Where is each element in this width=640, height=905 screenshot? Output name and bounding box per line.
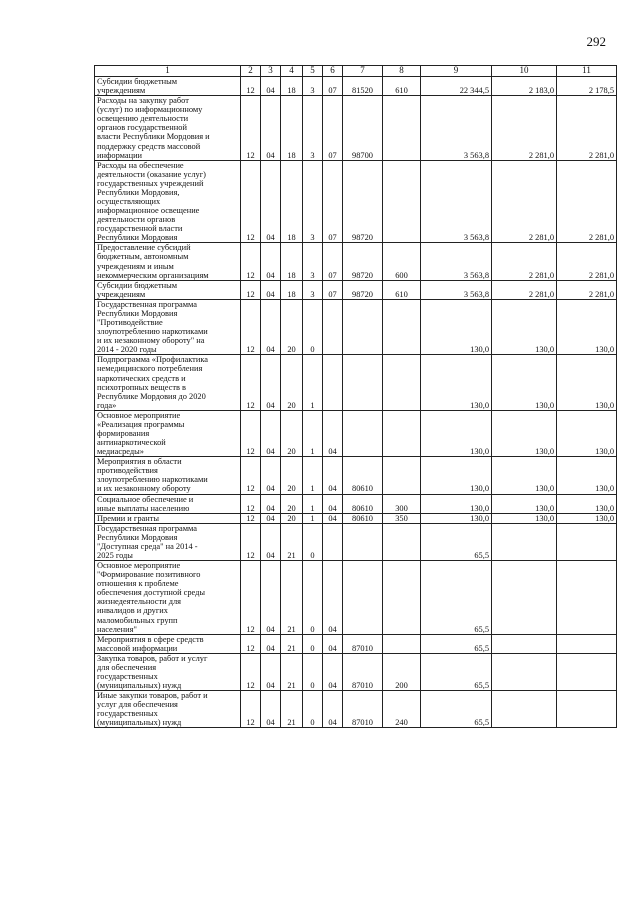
code-event: 04 xyxy=(323,653,343,690)
code-subsection: 04 xyxy=(261,523,281,560)
amount-year-2 xyxy=(492,561,557,635)
column-header: 9 xyxy=(421,66,492,77)
code-event xyxy=(323,355,343,410)
code-event: 04 xyxy=(323,457,343,494)
table-row xyxy=(95,160,617,243)
row-name: Мероприятия в области противодействия злоупотреблению наркотиками и их незаконному обороту xyxy=(95,457,241,494)
code-section: 12 xyxy=(241,160,261,243)
code-subsection: 04 xyxy=(261,280,281,299)
amount-year-2 xyxy=(492,691,557,728)
code-expense-type xyxy=(383,160,421,243)
code-section: 12 xyxy=(241,96,261,161)
code-expense-type xyxy=(383,299,421,354)
table-row xyxy=(95,523,617,560)
code-subprogram: 1 xyxy=(303,457,323,494)
code-program: 21 xyxy=(281,634,303,653)
table-row xyxy=(95,634,617,653)
column-header: 1 xyxy=(95,66,241,77)
amount-year-1: 130,0 xyxy=(421,513,492,523)
code-direction: 81520 xyxy=(343,77,383,96)
amount-year-1: 65,5 xyxy=(421,561,492,635)
code-event: 04 xyxy=(323,691,343,728)
code-subprogram: 3 xyxy=(303,280,323,299)
page-number: 292 xyxy=(586,34,606,49)
code-section: 12 xyxy=(241,523,261,560)
code-direction: 98720 xyxy=(343,243,383,280)
amount-year-3: 2 281,0 xyxy=(557,160,617,243)
code-expense-type: 610 xyxy=(383,280,421,299)
code-direction: 98700 xyxy=(343,96,383,161)
amount-year-3 xyxy=(557,561,617,635)
column-header: 10 xyxy=(492,66,557,77)
amount-year-3 xyxy=(557,634,617,653)
code-expense-type: 300 xyxy=(383,494,421,513)
code-direction: 80610 xyxy=(343,494,383,513)
column-header: 6 xyxy=(323,66,343,77)
amount-year-3: 130,0 xyxy=(557,513,617,523)
code-direction: 87010 xyxy=(343,634,383,653)
amount-year-2: 2 281,0 xyxy=(492,96,557,161)
budget-table xyxy=(94,65,617,728)
code-program: 20 xyxy=(281,513,303,523)
code-expense-type: 600 xyxy=(383,243,421,280)
code-section: 12 xyxy=(241,243,261,280)
code-subprogram: 3 xyxy=(303,160,323,243)
code-subsection: 04 xyxy=(261,691,281,728)
code-program: 20 xyxy=(281,494,303,513)
column-header: 5 xyxy=(303,66,323,77)
code-subsection: 04 xyxy=(261,410,281,456)
column-header: 7 xyxy=(343,66,383,77)
amount-year-1: 130,0 xyxy=(421,494,492,513)
code-program: 21 xyxy=(281,691,303,728)
table-row xyxy=(95,355,617,410)
code-section: 12 xyxy=(241,457,261,494)
code-expense-type xyxy=(383,410,421,456)
amount-year-1: 65,5 xyxy=(421,634,492,653)
code-expense-type: 200 xyxy=(383,653,421,690)
code-direction xyxy=(343,410,383,456)
code-section: 12 xyxy=(241,410,261,456)
row-name: Государственная программа Республики Мордовия "Противодействие злоупотреблению наркотиками и их незаконному обороту" на 2014 - 2020 годы xyxy=(95,299,241,354)
amount-year-1: 130,0 xyxy=(421,410,492,456)
code-section: 12 xyxy=(241,299,261,354)
amount-year-3: 130,0 xyxy=(557,410,617,456)
code-direction xyxy=(343,299,383,354)
code-program: 21 xyxy=(281,523,303,560)
code-subsection: 04 xyxy=(261,561,281,635)
code-event: 07 xyxy=(323,77,343,96)
code-section: 12 xyxy=(241,513,261,523)
code-direction: 80610 xyxy=(343,513,383,523)
row-name: Закупка товаров, работ и услуг для обеспечения государственных (муниципальных) нужд xyxy=(95,653,241,690)
row-name: Субсидии бюджетным учреждениям xyxy=(95,77,241,96)
code-subprogram: 1 xyxy=(303,513,323,523)
code-event: 07 xyxy=(323,96,343,161)
code-program: 18 xyxy=(281,160,303,243)
amount-year-1: 3 563,8 xyxy=(421,160,492,243)
amount-year-3: 130,0 xyxy=(557,494,617,513)
table-row xyxy=(95,653,617,690)
table-row xyxy=(95,96,617,161)
code-section: 12 xyxy=(241,280,261,299)
code-direction: 87010 xyxy=(343,653,383,690)
column-header: 8 xyxy=(383,66,421,77)
amount-year-2: 130,0 xyxy=(492,513,557,523)
row-name: Подпрограмма «Профилактика немедицинского потребления наркотических средств и психотропных веществ в Республике Мордовия до 2020 года» xyxy=(95,355,241,410)
amount-year-2 xyxy=(492,523,557,560)
amount-year-2 xyxy=(492,634,557,653)
row-name: Расходы на обеспечение деятельности (оказание услуг) государственных учреждений Республики Мордовия, осуществляющих информационное освещение деятельности органов государственной власти Республики Мордовия xyxy=(95,160,241,243)
code-subsection: 04 xyxy=(261,77,281,96)
amount-year-1: 22 344,5 xyxy=(421,77,492,96)
code-direction xyxy=(343,355,383,410)
column-header: 11 xyxy=(557,66,617,77)
code-subprogram: 1 xyxy=(303,355,323,410)
code-subprogram: 3 xyxy=(303,243,323,280)
code-direction xyxy=(343,523,383,560)
amount-year-3 xyxy=(557,653,617,690)
amount-year-2: 130,0 xyxy=(492,457,557,494)
code-subsection: 04 xyxy=(261,494,281,513)
code-subsection: 04 xyxy=(261,634,281,653)
column-header: 2 xyxy=(241,66,261,77)
code-subprogram: 3 xyxy=(303,96,323,161)
header-row xyxy=(95,66,617,77)
amount-year-2: 130,0 xyxy=(492,299,557,354)
amount-year-3: 130,0 xyxy=(557,457,617,494)
code-section: 12 xyxy=(241,494,261,513)
table-row xyxy=(95,77,617,96)
code-program: 20 xyxy=(281,355,303,410)
row-name: Премии и гранты xyxy=(95,513,241,523)
code-event: 04 xyxy=(323,634,343,653)
code-subsection: 04 xyxy=(261,513,281,523)
amount-year-1: 65,5 xyxy=(421,653,492,690)
code-event: 04 xyxy=(323,494,343,513)
column-header: 4 xyxy=(281,66,303,77)
amount-year-1: 3 563,8 xyxy=(421,280,492,299)
code-subsection: 04 xyxy=(261,653,281,690)
amount-year-1: 3 563,8 xyxy=(421,243,492,280)
table-row xyxy=(95,691,617,728)
code-expense-type xyxy=(383,457,421,494)
code-expense-type: 610 xyxy=(383,77,421,96)
table-body xyxy=(95,77,617,728)
code-expense-type xyxy=(383,523,421,560)
code-section: 12 xyxy=(241,355,261,410)
table-row xyxy=(95,410,617,456)
row-name: Основное мероприятие "Формирование позитивного отношения к проблеме обеспечения доступной среды жизнедеятельности для инвалидов и других маломобильных групп населения" xyxy=(95,561,241,635)
row-name: Социальное обеспечение и иные выплаты населению xyxy=(95,494,241,513)
code-program: 21 xyxy=(281,561,303,635)
code-subprogram: 0 xyxy=(303,561,323,635)
row-name: Иные закупки товаров, работ и услуг для обеспечения государственных (муниципальных) нужд xyxy=(95,691,241,728)
code-subprogram: 1 xyxy=(303,494,323,513)
amount-year-1: 3 563,8 xyxy=(421,96,492,161)
row-name: Мероприятия в сфере средств массовой информации xyxy=(95,634,241,653)
code-section: 12 xyxy=(241,634,261,653)
amount-year-1: 65,5 xyxy=(421,691,492,728)
code-program: 18 xyxy=(281,96,303,161)
code-event: 04 xyxy=(323,513,343,523)
code-event xyxy=(323,523,343,560)
code-section: 12 xyxy=(241,653,261,690)
row-name: Предоставление субсидий бюджетным, автономным учреждениям и иным некоммерческим организациям xyxy=(95,243,241,280)
code-direction: 98720 xyxy=(343,280,383,299)
row-name: Основное мероприятие «Реализация программы формирования антинаркотической медиасреды» xyxy=(95,410,241,456)
amount-year-3: 2 281,0 xyxy=(557,96,617,161)
amount-year-2: 130,0 xyxy=(492,494,557,513)
code-program: 18 xyxy=(281,280,303,299)
code-subprogram: 3 xyxy=(303,77,323,96)
code-event: 04 xyxy=(323,410,343,456)
table-row xyxy=(95,280,617,299)
code-program: 20 xyxy=(281,299,303,354)
table-row xyxy=(95,561,617,635)
code-event: 04 xyxy=(323,561,343,635)
code-direction: 87010 xyxy=(343,691,383,728)
amount-year-3: 2 281,0 xyxy=(557,243,617,280)
code-section: 12 xyxy=(241,77,261,96)
amount-year-1: 130,0 xyxy=(421,299,492,354)
amount-year-2: 130,0 xyxy=(492,355,557,410)
table-row xyxy=(95,513,617,523)
table-row xyxy=(95,457,617,494)
row-name: Субсидии бюджетным учреждениям xyxy=(95,280,241,299)
code-subprogram: 1 xyxy=(303,410,323,456)
code-program: 20 xyxy=(281,410,303,456)
code-subprogram: 0 xyxy=(303,634,323,653)
code-expense-type xyxy=(383,355,421,410)
amount-year-2: 2 281,0 xyxy=(492,243,557,280)
amount-year-2: 2 183,0 xyxy=(492,77,557,96)
amount-year-3: 2 281,0 xyxy=(557,280,617,299)
code-subprogram: 0 xyxy=(303,299,323,354)
row-name: Расходы на закупку работ (услуг) по информационному освещению деятельности органов государственной власти Республики Мордовия и поддержку средств массовой информации xyxy=(95,96,241,161)
code-subsection: 04 xyxy=(261,160,281,243)
code-subsection: 04 xyxy=(261,96,281,161)
code-program: 18 xyxy=(281,77,303,96)
code-expense-type xyxy=(383,561,421,635)
amount-year-3 xyxy=(557,523,617,560)
amount-year-1: 130,0 xyxy=(421,457,492,494)
amount-year-3 xyxy=(557,691,617,728)
amount-year-2: 2 281,0 xyxy=(492,280,557,299)
table-row xyxy=(95,299,617,354)
code-program: 20 xyxy=(281,457,303,494)
code-event: 07 xyxy=(323,160,343,243)
code-expense-type xyxy=(383,634,421,653)
code-subprogram: 0 xyxy=(303,691,323,728)
code-direction xyxy=(343,561,383,635)
code-section: 12 xyxy=(241,691,261,728)
amount-year-3: 2 178,5 xyxy=(557,77,617,96)
code-subprogram: 0 xyxy=(303,523,323,560)
code-subsection: 04 xyxy=(261,243,281,280)
amount-year-1: 130,0 xyxy=(421,355,492,410)
amount-year-3: 130,0 xyxy=(557,299,617,354)
table-row xyxy=(95,243,617,280)
code-section: 12 xyxy=(241,561,261,635)
table-row xyxy=(95,494,617,513)
amount-year-3: 130,0 xyxy=(557,355,617,410)
amount-year-1: 65,5 xyxy=(421,523,492,560)
code-expense-type xyxy=(383,96,421,161)
code-expense-type: 350 xyxy=(383,513,421,523)
row-name: Государственная программа Республики Мордовия "Доступная среда" на 2014 - 2025 годы xyxy=(95,523,241,560)
code-program: 21 xyxy=(281,653,303,690)
amount-year-2 xyxy=(492,653,557,690)
code-event: 07 xyxy=(323,243,343,280)
code-subsection: 04 xyxy=(261,299,281,354)
amount-year-2: 2 281,0 xyxy=(492,160,557,243)
code-event: 07 xyxy=(323,280,343,299)
code-subsection: 04 xyxy=(261,355,281,410)
column-header: 3 xyxy=(261,66,281,77)
code-subsection: 04 xyxy=(261,457,281,494)
code-program: 18 xyxy=(281,243,303,280)
code-direction: 80610 xyxy=(343,457,383,494)
code-subprogram: 0 xyxy=(303,653,323,690)
code-expense-type: 240 xyxy=(383,691,421,728)
code-event xyxy=(323,299,343,354)
code-direction: 98720 xyxy=(343,160,383,243)
amount-year-2: 130,0 xyxy=(492,410,557,456)
